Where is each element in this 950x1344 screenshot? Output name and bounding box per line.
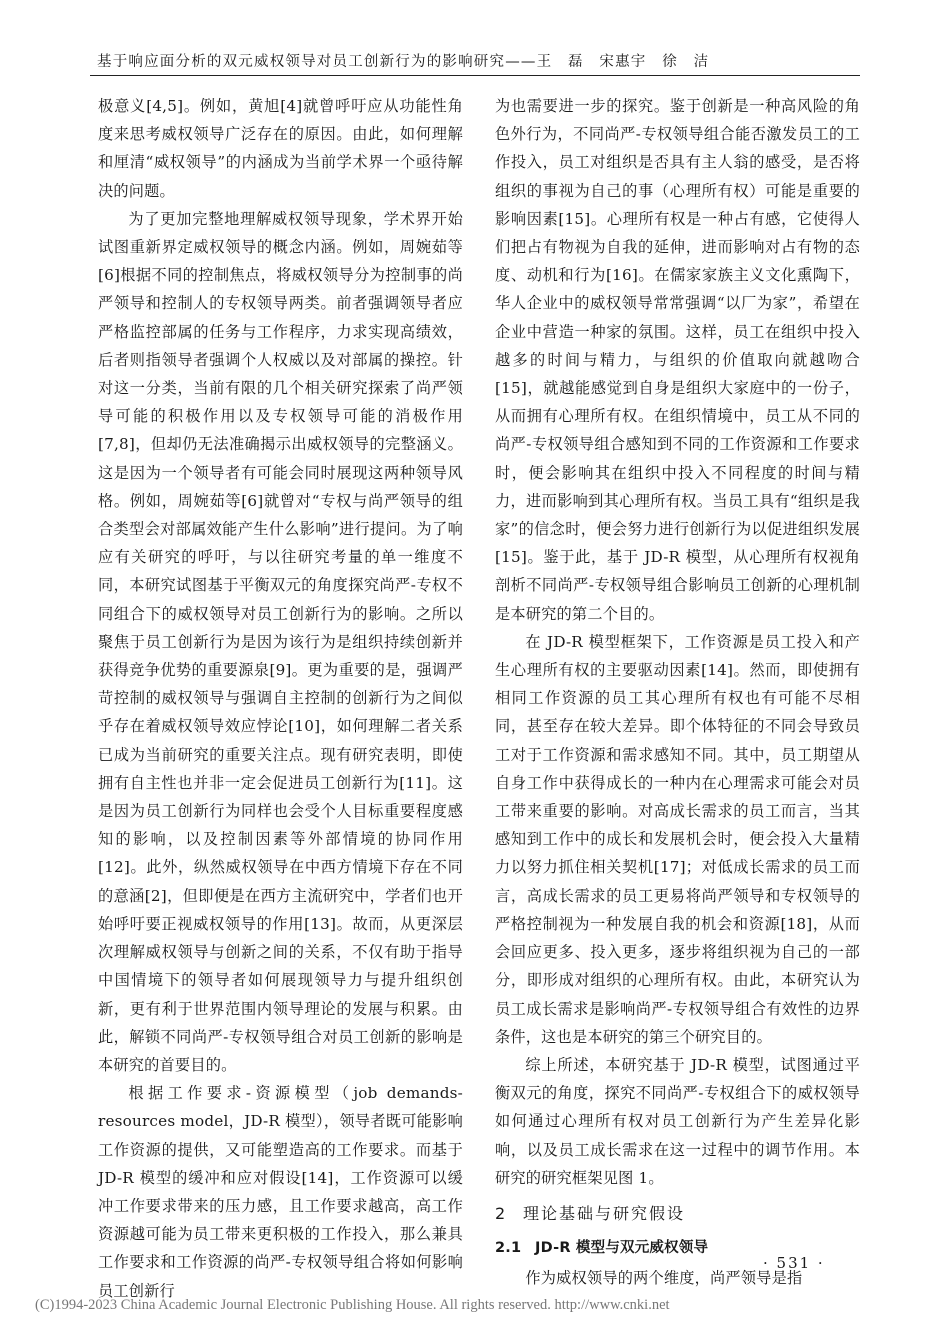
section-title: 理论基础与研究假设	[523, 1203, 686, 1223]
subsection-title: JD-R 模型与双元威权领导	[535, 1240, 709, 1257]
paragraph: 为也需要进一步的探究。鉴于创新是一种高风险的角色外行为，不同尚严-专权领导组合能否激发员工的工作投入，员工对组织是否具有主人翁的感受，是否将组织的事视为自己的事（心理所有权）可能是重要的影响因素[15]。心理所有权是一种占有感，它使得人们把占有物视为自我的延伸，进而影响对占有物的态度、动机和行为[16]。在儒家家族主义文化熏陶下，华人企业中的威权领导常常强调“以厂为家”，希望在企业中营造一种家的氛围。这样，员工在组织中投入越多的时间与精力，与组织的价值取向就越吻合[15]，就越能感觉到自身是组织大家庭中的一份子，从而拥有心理所有权。在组织情境中，员工从不同的尚严-专权领导组合感知到不同的工作资源和工作要求时，便会影响其在组织中投入不同程度的时间与精力，进而影响到其心理所有权。当员工具有“组织是我家”的信念时，便会努力进行创新行为以促进组织发展[15]。鉴于此，基于 JD-R 模型，从心理所有权视角剖析不同尚严-专权领导组合影响员工创新的心理机制是本研究的第二个目的。	[495, 97, 860, 623]
paragraph: 极意义[4,5]。例如，黄旭[4]就曾呼吁应从功能性角度来思考威权领导广泛存在的原因。由此，如何理解和厘清“威权领导”的内涵成为当前学术界一个亟待解决的问题。	[98, 97, 463, 200]
paragraph: 根据工作要求-资源模型（job demands-resources model，JD-R 模型），领导者既可能影响工作资源的提供，又可能塑造高的工作要求。而基于 JD-R 模型的缓冲和应对假设[14]，工作资源可以缓冲工作要求带来的压力感，且工作要求越高，高工作资源越可能为员工带来更积极的工作投入，那么兼具工作要求和工作资源的尚严-专权领导组合将如何影响员工创新行	[98, 1084, 463, 1300]
page-number: · 531 ·	[763, 1254, 825, 1272]
section-number: 2	[495, 1203, 508, 1223]
paragraph: 作为威权领导的两个维度，尚严领导是指	[525, 1269, 803, 1288]
header-rule	[90, 75, 860, 76]
right-column	[495, 92, 860, 1293]
left-column	[98, 92, 463, 1305]
section-heading	[495, 1200, 860, 1228]
subsection-number: 2.1	[495, 1240, 522, 1257]
paragraph: 为了更加完整地理解威权领导现象，学术界开始试图重新界定威权领导的概念内涵。例如，周婉茹等[6]根据不同的控制焦点，将威权领导分为控制事的尚严领导和控制人的专权领导两类。前者强调领导者应严格监控部属的任务与工作程序，力求实现高绩效，后者则指领导者强调个人权威以及对部属的操控。针对这一分类，当前有限的几个相关研究探索了尚严领导可能的积极作用以及专权领导可能的消极作用[7,8]，但却仍无法准确揭示出威权领导的完整涵义。这是因为一个领导者有可能会同时展现这两种领导风格。例如，周婉茹等[6]就曾对“专权与尚严领导的组合类型会对部属效能产生什么影响”进行提问。为了响应有关研究的呼吁，与以往研究考量的单一维度不同，本研究试图基于平衡双元的角度探究尚严-专权不同组合下的威权领导对员工创新行为的影响。之所以聚焦于员工创新行为是因为该行为是组织持续创新并获得竞争优势的重要源泉[9]。更为重要的是，强调严苛控制的威权领导与强调自主控制的创新行为之间似乎存在着威权领导效应悖论[10]，如何理解二者关系已成为当前研究的重要关注点。现有研究表明，即使拥有自主性也并非一定会促进员工创新行为[11]。这是因为员工创新行为同样也会受个人目标重要程度感知的影响，以及控制因素等外部情境的协同作用[12]。此外，纵然威权领导在中西方情境下存在不同的意涵[2]，但即便是在西方主流研究中，学者们也开始呼吁要正视威权领导的作用[13]。故而，从更深层次理解威权领导与创新之间的关系，不仅有助于指导中国情境下的领导者如何展现领导力与提升组织创新，更有利于世界范围内领导理论的发展与积累。由此，解锁不同尚严-专权领导组合对员工创新的影响是本研究的首要目的。	[98, 209, 463, 1074]
copyright-footer: (C)1994-2023 China Academic Journal Electronic Publishing House. All rights reserved. http://www.cnki.net	[35, 1297, 670, 1313]
paragraph: 在 JD-R 模型框架下，工作资源是员工投入和产生心理所有权的主要驱动因素[14]。然而，即使拥有相同工作资源的员工其心理所有权也有可能不尽相同，甚至存在较大差异。即个体特征的不同会导致员工对于工作资源和需求感知不同。其中，员工期望从自身工作中获得成长的一种内在心理需求可能会对员工带来重要的影响。对高成长需求的员工而言，当其感知到工作中的成长和发展机会时，便会投入大量精力以努力抓住相关契机[17]；对低成长需求的员工而言，高成长需求的员工更易将尚严领导和专权领导的严格控制视为一种发展自我的机会和资源[18]，从而会回应更多、投入更多，逐步将组织视为自己的一部分，即形成对组织的心理所有权。由此，本研究认为员工成长需求是影响尚严-专权领导组合有效性的边界条件，这也是本研究的第三个研究目的。	[495, 632, 860, 1046]
paragraph: 综上所述，本研究基于 JD-R 模型，试图通过平衡双元的角度，探究不同尚严-专权组合下的威权领导如何通过心理所有权对员工创新行为产生差异化影响，以及员工成长需求在这一过程中的调节作用。本研究的研究框架见图 1。	[495, 1055, 860, 1187]
running-header: 基于响应面分析的双元威权领导对员工创新行为的影响研究——王 磊 宋惠宇 徐 洁	[97, 54, 710, 70]
